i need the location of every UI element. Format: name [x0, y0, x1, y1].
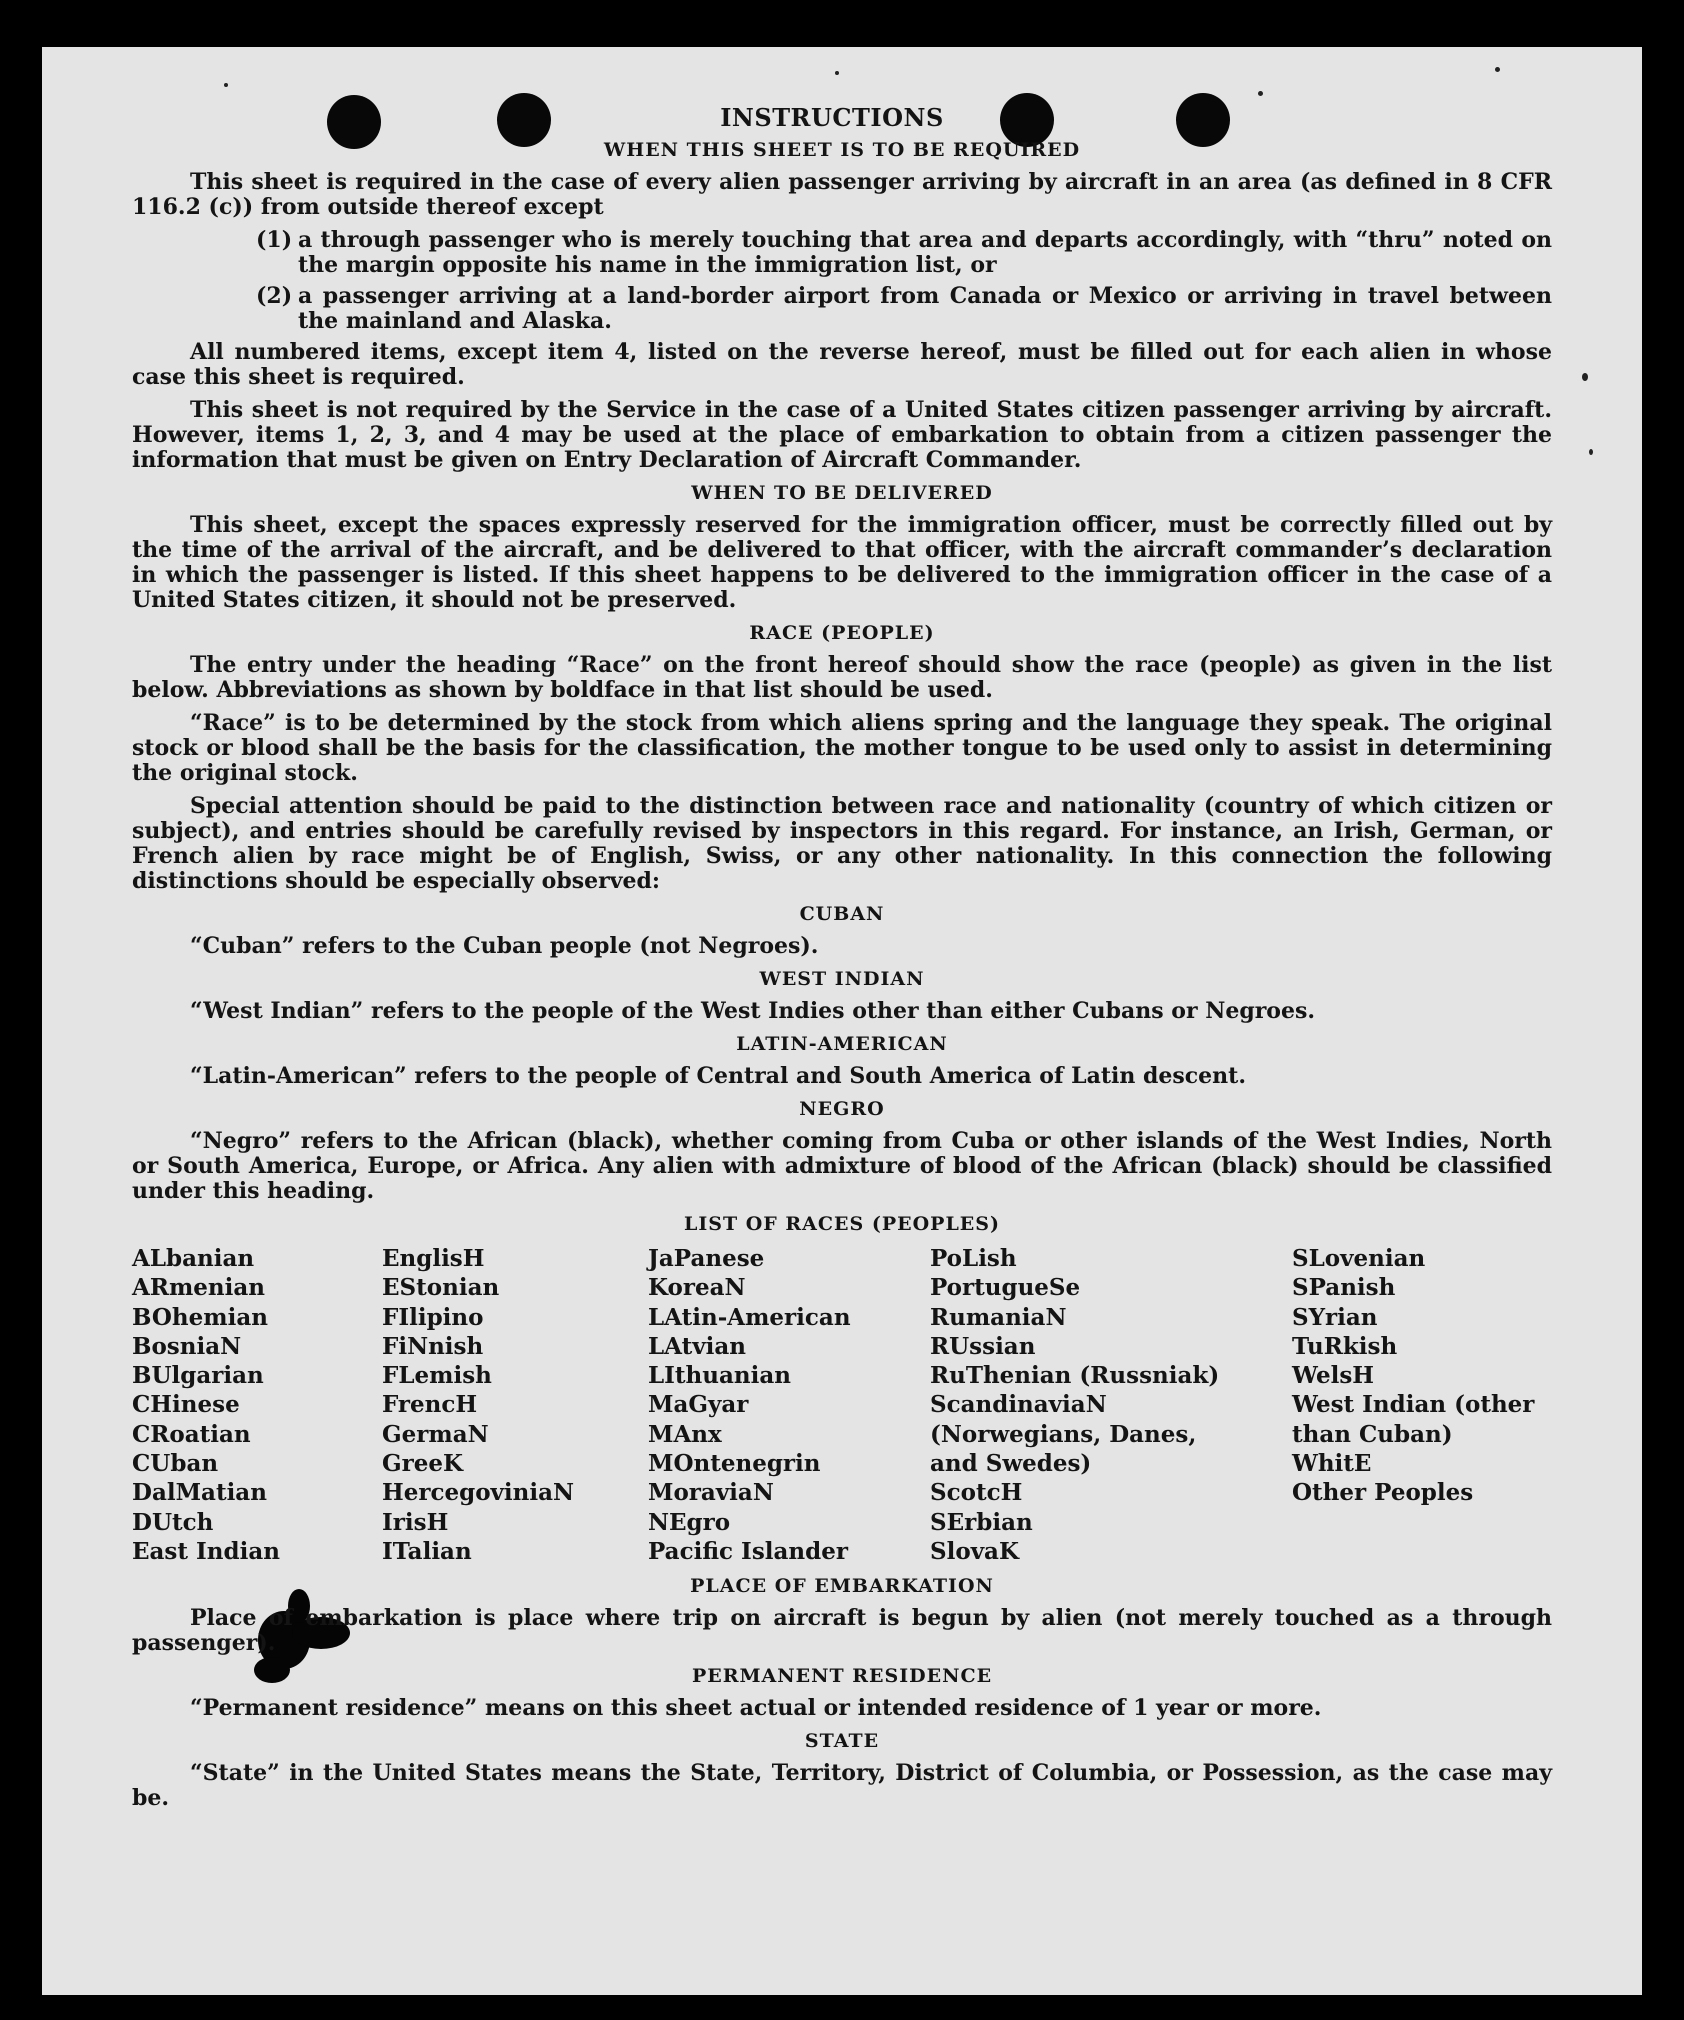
race-item: Other Peoples [1292, 1479, 1474, 1507]
paragraph: The entry under the heading “Race” on the front hereof should show the race (people) as given in the list below. Abbreviations as shown by boldface in that list should be used. [132, 652, 1552, 703]
race-item: SErbian [930, 1508, 1033, 1536]
paragraph: This sheet is not required by the Service in the case of a United States citizen passenger arriving by aircraft. However, items 1, 2, 3, and 4 may be used at the place of embarkation to obtain from a citizen passenger the information that must be given on Entry Declaration of Aircraft Commander. [132, 397, 1552, 473]
paragraph: “State” in the United States means the State, Territory, District of Columbia, or Possession, as the case may be. [132, 1760, 1552, 1812]
item-number: (2) [256, 283, 293, 309]
race-item: BOhemian [132, 1303, 268, 1331]
section-heading: LATIN-AMERICAN [736, 1033, 948, 1055]
race-item: FIlipino [382, 1303, 484, 1331]
race-item: FrencH [382, 1391, 478, 1419]
race-item: CRoatian [132, 1420, 251, 1448]
race-item: EStonian [382, 1274, 500, 1302]
section-heading: NEGRO [799, 1098, 885, 1120]
race-item: BUlgarian [132, 1362, 264, 1390]
race-column [1292, 1244, 1552, 1566]
section-heading: PLACE OF EMBARKATION [690, 1575, 994, 1598]
race-item: HercegoviniaN [382, 1479, 575, 1507]
speck [1589, 449, 1593, 455]
section-heading: RACE (PEOPLE) [749, 622, 935, 644]
section-heading: WHEN THIS SHEET IS TO BE REQUIRED [603, 139, 1081, 161]
paragraph: “West Indian” refers to the people of the West Indies other than either Cubans or Negroes. [190, 998, 1316, 1024]
list-item [256, 228, 1552, 278]
race-item: Pacific Islander [648, 1537, 848, 1565]
race-item: PoLish [930, 1245, 1017, 1272]
document-sheet [42, 47, 1642, 1995]
race-item: EnglisH [382, 1245, 485, 1272]
speck [224, 83, 228, 87]
race-list [132, 1244, 1552, 1566]
race-item: WhitE [1292, 1450, 1372, 1478]
race-item: LAtvian [648, 1332, 746, 1360]
race-column [382, 1244, 648, 1566]
race-item: SPanish [1292, 1274, 1396, 1302]
paragraph: “Latin-American” refers to the people of Central and South America of Latin descent. [190, 1063, 1246, 1089]
speck [1495, 67, 1500, 72]
race-item: LAtin-American [648, 1303, 851, 1331]
race-column [930, 1244, 1220, 1566]
race-item: RuThenian (Russniak) [930, 1362, 1220, 1390]
race-item: IrisH [382, 1508, 449, 1536]
item-text: a passenger arriving at a land-border airport from Canada or Mexico or arriving in travel between the mainland and Alaska. [298, 283, 1552, 334]
speck [835, 71, 839, 75]
race-item: DUtch [132, 1508, 214, 1536]
race-item: DalMatian [132, 1479, 267, 1507]
list-item [256, 284, 1552, 334]
race-item: ScotcH [930, 1479, 1023, 1507]
race-item: TuRkish [1292, 1332, 1398, 1360]
race-item: KoreaN [648, 1274, 746, 1302]
race-item: MaGyar [648, 1391, 749, 1419]
race-item: GreeK [382, 1450, 464, 1478]
section-heading: WEST INDIAN [759, 968, 925, 990]
speck [1582, 373, 1588, 381]
race-item: MAnx [648, 1420, 722, 1448]
race-item: MOntenegrin [648, 1450, 821, 1478]
race-item: GermaN [382, 1420, 489, 1448]
race-item: BosniaN [132, 1332, 242, 1360]
race-item: RumaniaN [930, 1303, 1067, 1331]
race-item: PortugueSe [930, 1274, 1081, 1302]
race-item: JaPanese [648, 1245, 765, 1272]
race-item: CUban [132, 1450, 219, 1478]
race-item: SYrian [1292, 1303, 1378, 1331]
race-item: WelsH [1292, 1362, 1375, 1390]
item-number: (1) [256, 227, 293, 253]
race-column [132, 1244, 382, 1566]
section-heading: LIST OF RACES (PEOPLES) [684, 1213, 1000, 1235]
race-item: ALbanian [132, 1245, 255, 1272]
paragraph: This sheet is required in the case of every alien passenger arriving by aircraft in an area (as defined in 8 CFR 116.2 (c)) from outside thereof except [132, 169, 1552, 220]
paragraph: “Race” is to be determined by the stock from which aliens spring and the language they speak. The original stock or blood shall be the basis for the classification, the mother tongue to be used only to assist in determining the original stock. [132, 710, 1552, 786]
section-heading: WHEN TO BE DELIVERED [691, 482, 993, 504]
page-title: INSTRUCTIONS [720, 103, 944, 132]
section-heading: STATE [804, 1730, 880, 1753]
race-item: East Indian [132, 1537, 280, 1565]
race-item: MoraviaN [648, 1479, 774, 1507]
instructions-content [132, 105, 1552, 1819]
race-item: FiNnish [382, 1332, 484, 1360]
race-item: RUssian [930, 1332, 1036, 1360]
race-item: SlovaK [930, 1537, 1019, 1565]
speck [1258, 91, 1263, 96]
paragraph: “Negro” refers to the African (black), whether coming from Cuba or other islands of the West Indies, North or South America, Europe, or Africa. Any alien with admixture of blood of the African (black) should be classified under this heading. [132, 1128, 1552, 1204]
race-column [648, 1244, 930, 1566]
race-item: FLemish [382, 1362, 492, 1390]
race-item: NEgro [648, 1508, 731, 1536]
race-item: CHinese [132, 1391, 240, 1419]
race-item: LIthuanian [648, 1362, 791, 1390]
section-heading: PERMANENT RESIDENCE [691, 1665, 993, 1688]
race-item: ITalian [382, 1537, 472, 1565]
section-heading: CUBAN [799, 903, 885, 925]
paragraph: All numbered items, except item 4, listed on the reverse hereof, must be filled out for each alien in whose case this sheet is required. [132, 339, 1552, 390]
race-item: ARmenian [132, 1274, 266, 1302]
paragraph: “Cuban” refers to the Cuban people (not Negroes). [190, 933, 819, 959]
item-text: a through passenger who is merely touching that area and departs accordingly, with “thru” noted on the margin opposite his name in the immigration list, or [298, 227, 1552, 278]
paragraph: Special attention should be paid to the distinction between race and nationality (country of which citizen or subject), and entries should be carefully revised by inspectors in this regard. For instance, an Irish, German, or French alien by race might be of English, Swiss, or any other nationality. In this connection the following distinctions should be especially observed: [132, 793, 1552, 894]
race-item: West Indian (other than Cuban) [1292, 1391, 1535, 1448]
paragraph: “Permanent residence” means on this sheet actual or intended residence of 1 year or more. [190, 1695, 1322, 1722]
race-item: SLovenian [1292, 1245, 1426, 1272]
paragraph: Place of embarkation is place where trip on aircraft is begun by alien (not merely touched as a through passenger). [132, 1605, 1552, 1657]
paragraph: This sheet, except the spaces expressly reserved for the immigration officer, must be correctly filled out by the time of the arrival of the aircraft, and be delivered to that officer, with the aircraft commander’s declaration in which the passenger is listed. If this sheet happens to be delivered to the immigration officer in the case of a United States citizen, it should not be preserved. [132, 512, 1552, 613]
race-item: ScandinaviaN (Norwegians, Danes, and Swedes) [930, 1391, 1197, 1478]
